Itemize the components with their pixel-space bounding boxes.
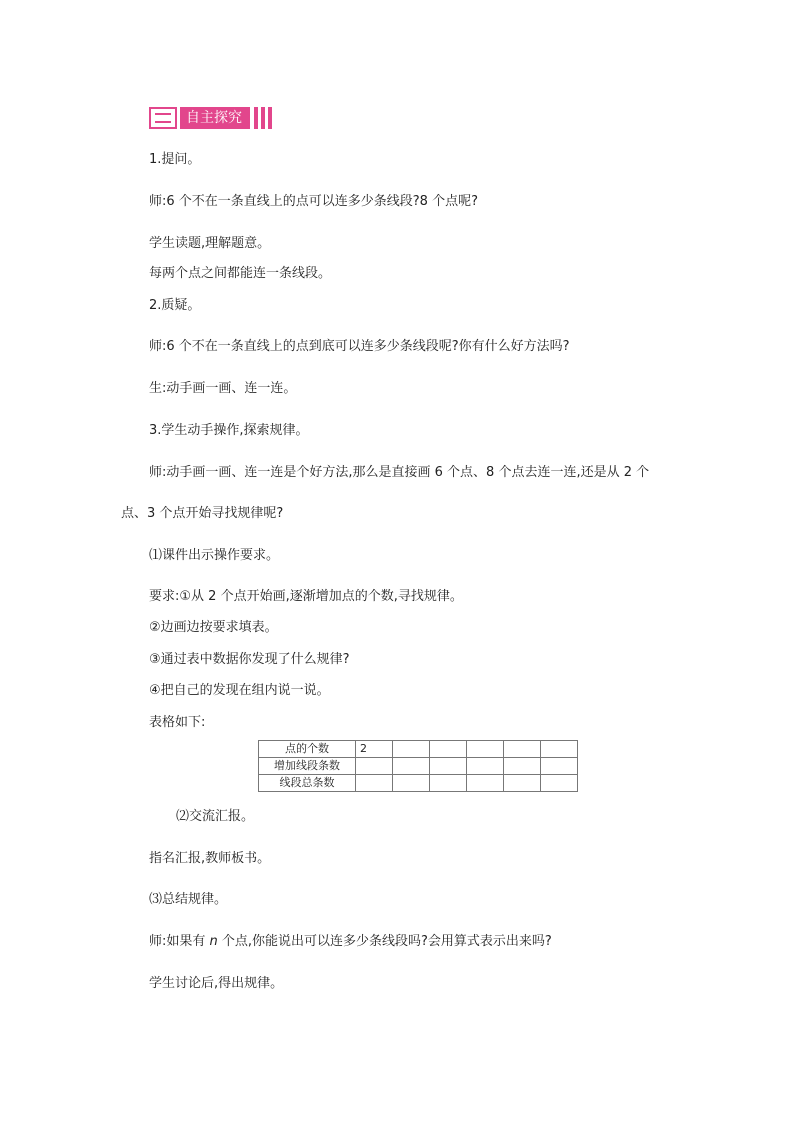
discussion-note: 学生讨论后,得出规律。 bbox=[149, 976, 284, 991]
table-cell bbox=[356, 775, 393, 792]
table-cell bbox=[504, 741, 541, 758]
teacher-instruction-cont: 点、3 个点开始寻找规律呢? bbox=[121, 506, 284, 521]
table-cell: 2 bbox=[356, 741, 393, 758]
table-cell bbox=[541, 758, 578, 775]
table-cell bbox=[467, 741, 504, 758]
table-cell bbox=[467, 758, 504, 775]
table-row bbox=[259, 741, 578, 758]
section-title: 自主探究 bbox=[180, 107, 250, 129]
step-3-heading: 3.学生动手操作,探索规律。 bbox=[149, 423, 309, 438]
sub-step-1: ⑴课件出示操作要求。 bbox=[149, 548, 280, 563]
data-table bbox=[258, 740, 578, 792]
teacher-question: 师:6 个不在一条直线上的点可以连多少条线段?8 个点呢? bbox=[149, 194, 478, 209]
table-cell bbox=[541, 741, 578, 758]
student-reading: 学生读题,理解题意。 bbox=[149, 236, 271, 251]
step-2-heading: 2.质疑。 bbox=[149, 298, 201, 313]
step-1-heading: 1.提问。 bbox=[149, 152, 201, 167]
row-header: 线段总条数 bbox=[259, 775, 356, 792]
table-cell bbox=[430, 775, 467, 792]
table-cell bbox=[467, 775, 504, 792]
table-row bbox=[259, 775, 578, 792]
row-header: 增加线段条数 bbox=[259, 758, 356, 775]
teacher-question-2: 师:6 个不在一条直线上的点到底可以连多少条线段呢?你有什么好方法吗? bbox=[149, 339, 570, 354]
table-cell bbox=[504, 758, 541, 775]
requirement-4: ④把自己的发现在组内说一说。 bbox=[149, 683, 330, 698]
report-note: 指名汇报,教师板书。 bbox=[149, 851, 271, 866]
teacher-question-n: 师:如果有 n 个点,你能说出可以连多少条线段吗?会用算式表示出来吗? bbox=[149, 934, 552, 949]
requirement-1: 要求:①从 2 个点开始画,逐渐增加点的个数,寻找规律。 bbox=[149, 589, 463, 604]
segment-note: 每两个点之间都能连一条线段。 bbox=[149, 266, 332, 281]
row-header: 点的个数 bbox=[259, 741, 356, 758]
requirement-3: ③通过表中数据你发现了什么规律? bbox=[149, 652, 350, 667]
table-row bbox=[259, 758, 578, 775]
section-header bbox=[149, 107, 299, 129]
decorative-bars bbox=[254, 107, 272, 129]
table-intro: 表格如下: bbox=[149, 715, 206, 730]
requirement-2: ②边画边按要求填表。 bbox=[149, 620, 278, 635]
table-cell bbox=[356, 758, 393, 775]
teacher-instruction: 师:动手画一画、连一连是个好方法,那么是直接画 6 个点、8 个点去连一连,还是从 2 个 bbox=[149, 465, 650, 480]
table-cell bbox=[393, 741, 430, 758]
section-number-icon bbox=[149, 107, 177, 129]
table-cell bbox=[393, 758, 430, 775]
table-cell bbox=[541, 775, 578, 792]
sub-step-2: ⑵交流汇报。 bbox=[176, 809, 255, 824]
table-cell bbox=[393, 775, 430, 792]
student-answer: 生:动手画一画、连一连。 bbox=[149, 381, 297, 396]
sub-step-3: ⑶总结规律。 bbox=[149, 892, 228, 907]
table-cell bbox=[504, 775, 541, 792]
table-cell bbox=[430, 758, 467, 775]
table-cell bbox=[430, 741, 467, 758]
